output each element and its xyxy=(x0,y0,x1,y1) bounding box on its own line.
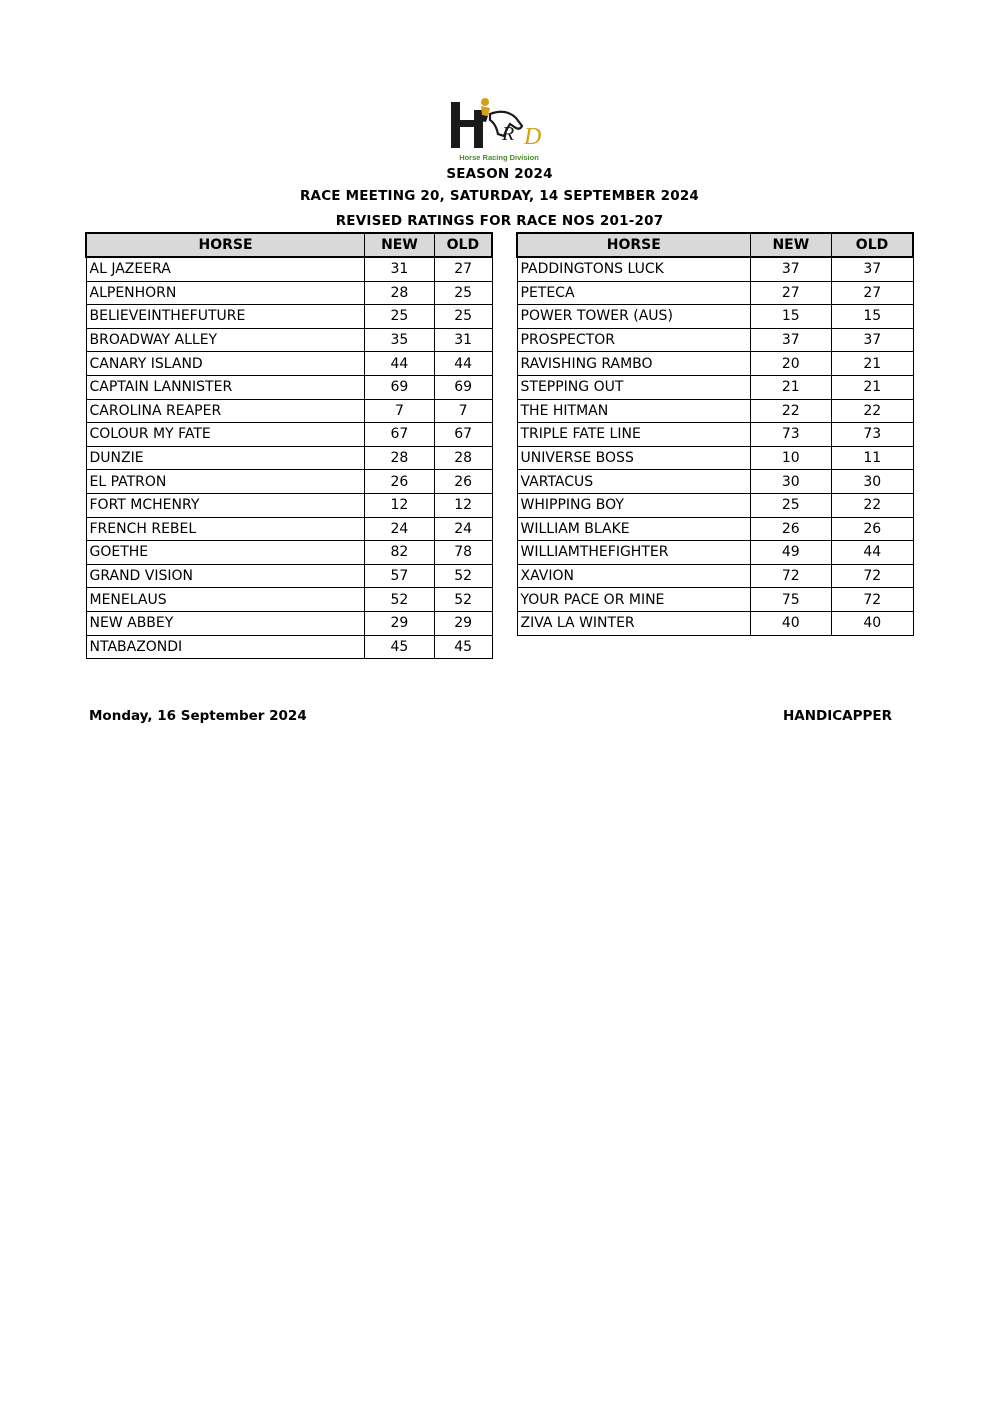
hrd-logo xyxy=(446,96,552,164)
new-rating-cell: 45 xyxy=(365,635,435,659)
table-row xyxy=(86,517,492,541)
old-rating-cell: 31 xyxy=(434,328,492,352)
new-rating-cell: 67 xyxy=(365,423,435,447)
table-row xyxy=(86,493,492,517)
table-row xyxy=(517,328,913,352)
horse-name-cell: THE HITMAN xyxy=(517,399,750,423)
horse-name-cell: RAVISHING RAMBO xyxy=(517,352,750,376)
horse-name-cell: FRENCH REBEL xyxy=(86,517,365,541)
table-header-row xyxy=(86,233,492,257)
column-header-old: OLD xyxy=(832,233,913,257)
table-row xyxy=(517,470,913,494)
old-rating-cell: 28 xyxy=(434,446,492,470)
table-row xyxy=(86,257,492,281)
table-row xyxy=(86,375,492,399)
horse-name-cell: AL JAZEERA xyxy=(86,257,365,281)
new-rating-cell: 29 xyxy=(365,611,435,635)
horse-name-cell: ZIVA LA WINTER xyxy=(517,611,750,635)
table-row xyxy=(517,611,913,635)
old-rating-cell: 45 xyxy=(434,635,492,659)
column-header-new: NEW xyxy=(750,233,831,257)
horse-name-cell: DUNZIE xyxy=(86,446,365,470)
table-row xyxy=(517,257,913,281)
new-rating-cell: 25 xyxy=(365,305,435,329)
new-rating-cell: 72 xyxy=(750,564,831,588)
old-rating-cell: 21 xyxy=(832,375,913,399)
new-rating-cell: 52 xyxy=(365,588,435,612)
new-rating-cell: 24 xyxy=(365,517,435,541)
horse-name-cell: TRIPLE FATE LINE xyxy=(517,423,750,447)
old-rating-cell: 12 xyxy=(434,493,492,517)
new-rating-cell: 10 xyxy=(750,446,831,470)
old-rating-cell: 11 xyxy=(832,446,913,470)
new-rating-cell: 26 xyxy=(750,517,831,541)
horse-name-cell: WILLIAM BLAKE xyxy=(517,517,750,541)
new-rating-cell: 75 xyxy=(750,588,831,612)
horse-name-cell: MENELAUS xyxy=(86,588,365,612)
table-row xyxy=(517,588,913,612)
table-header-row xyxy=(517,233,913,257)
horse-racing-logo-icon xyxy=(446,96,552,154)
old-rating-cell: 78 xyxy=(434,541,492,565)
horse-name-cell: GOETHE xyxy=(86,541,365,565)
svg-text:D: D xyxy=(524,124,542,150)
new-rating-cell: 22 xyxy=(750,399,831,423)
new-rating-cell: 35 xyxy=(365,328,435,352)
horse-name-cell: BROADWAY ALLEY xyxy=(86,328,365,352)
new-rating-cell: 27 xyxy=(750,281,831,305)
new-rating-cell: 73 xyxy=(750,423,831,447)
table-row xyxy=(86,423,492,447)
ratings-table-right xyxy=(516,232,914,636)
new-rating-cell: 25 xyxy=(750,493,831,517)
horse-name-cell: NEW ABBEY xyxy=(86,611,365,635)
old-rating-cell: 30 xyxy=(832,470,913,494)
new-rating-cell: 69 xyxy=(365,375,435,399)
horse-name-cell: CAPTAIN LANNISTER xyxy=(86,375,365,399)
column-header-horse: HORSE xyxy=(86,233,365,257)
old-rating-cell: 40 xyxy=(832,611,913,635)
horse-name-cell: NTABAZONDI xyxy=(86,635,365,659)
new-rating-cell: 26 xyxy=(365,470,435,494)
old-rating-cell: 44 xyxy=(832,541,913,565)
logo-caption: Horse Racing Division xyxy=(459,153,539,162)
horse-name-cell: FORT MCHENRY xyxy=(86,493,365,517)
old-rating-cell: 26 xyxy=(434,470,492,494)
horse-name-cell: POWER TOWER (AUS) xyxy=(517,305,750,329)
table-row xyxy=(86,446,492,470)
old-rating-cell: 22 xyxy=(832,493,913,517)
old-rating-cell: 29 xyxy=(434,611,492,635)
horse-name-cell: WILLIAMTHEFIGHTER xyxy=(517,541,750,565)
table-row xyxy=(517,517,913,541)
table-row xyxy=(86,305,492,329)
table-row xyxy=(517,446,913,470)
table-row xyxy=(517,541,913,565)
table-row xyxy=(86,352,492,376)
new-rating-cell: 82 xyxy=(365,541,435,565)
horse-name-cell: COLOUR MY FATE xyxy=(86,423,365,447)
old-rating-cell: 37 xyxy=(832,328,913,352)
old-rating-cell: 52 xyxy=(434,564,492,588)
horse-name-cell: VARTACUS xyxy=(517,470,750,494)
horse-name-cell: GRAND VISION xyxy=(86,564,365,588)
old-rating-cell: 24 xyxy=(434,517,492,541)
horse-name-cell: CAROLINA REAPER xyxy=(86,399,365,423)
new-rating-cell: 40 xyxy=(750,611,831,635)
table-row xyxy=(517,352,913,376)
new-rating-cell: 12 xyxy=(365,493,435,517)
old-rating-cell: 67 xyxy=(434,423,492,447)
table-row xyxy=(86,588,492,612)
footer-signature: HANDICAPPER xyxy=(782,708,892,724)
horse-name-cell: WHIPPING BOY xyxy=(517,493,750,517)
table-row xyxy=(86,328,492,352)
horse-name-cell: CANARY ISLAND xyxy=(86,352,365,376)
horse-name-cell: PETECA xyxy=(517,281,750,305)
old-rating-cell: 73 xyxy=(832,423,913,447)
old-rating-cell: 27 xyxy=(434,257,492,281)
new-rating-cell: 21 xyxy=(750,375,831,399)
old-rating-cell: 52 xyxy=(434,588,492,612)
svg-text:R: R xyxy=(502,123,515,145)
old-rating-cell: 25 xyxy=(434,281,492,305)
old-rating-cell: 27 xyxy=(832,281,913,305)
table-row xyxy=(517,281,913,305)
old-rating-cell: 25 xyxy=(434,305,492,329)
old-rating-cell: 72 xyxy=(832,564,913,588)
footer-date: Monday, 16 September 2024 xyxy=(89,708,307,724)
old-rating-cell: 37 xyxy=(832,257,913,281)
column-header-old: OLD xyxy=(434,233,492,257)
table-row xyxy=(517,305,913,329)
new-rating-cell: 28 xyxy=(365,446,435,470)
table-row xyxy=(86,281,492,305)
new-rating-cell: 49 xyxy=(750,541,831,565)
old-rating-cell: 21 xyxy=(832,352,913,376)
horse-name-cell: ALPENHORN xyxy=(86,281,365,305)
table-row xyxy=(517,375,913,399)
column-header-horse: HORSE xyxy=(517,233,750,257)
ratings-table-left xyxy=(85,232,493,659)
table-row xyxy=(517,399,913,423)
new-rating-cell: 20 xyxy=(750,352,831,376)
table-row xyxy=(517,493,913,517)
revised-ratings-title: REVISED RATINGS FOR RACE NOS 201-207 xyxy=(335,213,664,229)
old-rating-cell: 22 xyxy=(832,399,913,423)
horse-name-cell: YOUR PACE OR MINE xyxy=(517,588,750,612)
new-rating-cell: 57 xyxy=(365,564,435,588)
old-rating-cell: 7 xyxy=(434,399,492,423)
meeting-title: RACE MEETING 20, SATURDAY, 14 SEPTEMBER 2024 xyxy=(299,188,700,204)
horse-name-cell: BELIEVEINTHEFUTURE xyxy=(86,305,365,329)
season-title: SEASON 2024 xyxy=(446,166,553,182)
horse-name-cell: XAVION xyxy=(517,564,750,588)
new-rating-cell: 44 xyxy=(365,352,435,376)
horse-name-cell: EL PATRON xyxy=(86,470,365,494)
table-row xyxy=(86,470,492,494)
horse-name-cell: PROSPECTOR xyxy=(517,328,750,352)
old-rating-cell: 69 xyxy=(434,375,492,399)
old-rating-cell: 15 xyxy=(832,305,913,329)
old-rating-cell: 72 xyxy=(832,588,913,612)
table-row xyxy=(86,564,492,588)
column-header-new: NEW xyxy=(365,233,435,257)
new-rating-cell: 15 xyxy=(750,305,831,329)
horse-name-cell: STEPPING OUT xyxy=(517,375,750,399)
table-row xyxy=(86,611,492,635)
horse-name-cell: UNIVERSE BOSS xyxy=(517,446,750,470)
table-row xyxy=(517,423,913,447)
new-rating-cell: 28 xyxy=(365,281,435,305)
new-rating-cell: 31 xyxy=(365,257,435,281)
new-rating-cell: 37 xyxy=(750,328,831,352)
new-rating-cell: 7 xyxy=(365,399,435,423)
old-rating-cell: 26 xyxy=(832,517,913,541)
table-row xyxy=(86,635,492,659)
table-row xyxy=(86,399,492,423)
old-rating-cell: 44 xyxy=(434,352,492,376)
table-row xyxy=(86,541,492,565)
horse-name-cell: PADDINGTONS LUCK xyxy=(517,257,750,281)
table-row xyxy=(517,564,913,588)
new-rating-cell: 37 xyxy=(750,257,831,281)
new-rating-cell: 30 xyxy=(750,470,831,494)
